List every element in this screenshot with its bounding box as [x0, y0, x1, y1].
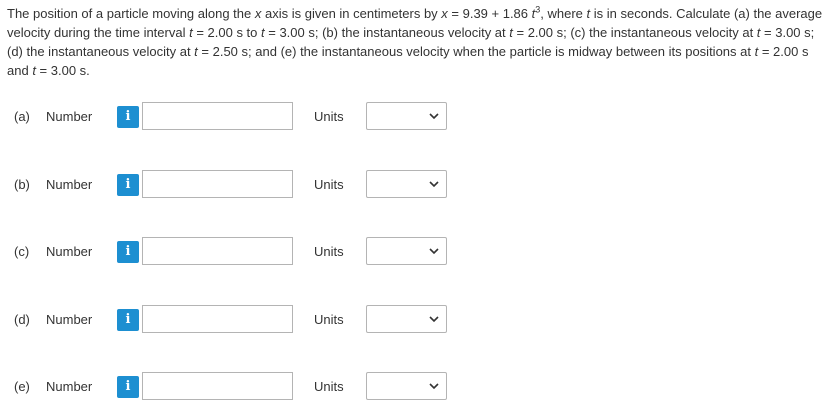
number-input-c[interactable] — [142, 237, 293, 265]
number-input-d[interactable] — [142, 305, 293, 333]
answer-row-b — [0, 169, 838, 201]
answer-row-d — [0, 304, 838, 336]
question-text: The position of a particle moving along the x axis is given in centimeters by x = 9.39 + 1.86 $t^3$, where t is in seconds. Calculate (a) the average velocity during the time interval t = 2.00 s to t = 3.00 s; (b) the instantaneous velocity at t = 2.00 s; (c) the instantaneous velocity at t = 3.00 s; (d) the instantaneous velocity at t = 2.50 s; and (e) the instantaneous velocity when the particle is midway between its positions at t = 2.00 s and t = 3.00 s. — [7, 4, 823, 78]
units-select-c[interactable] — [366, 237, 447, 265]
answer-row-a — [0, 101, 838, 133]
part-label-d: (d) — [14, 312, 30, 327]
units-label-b: Units — [314, 177, 344, 192]
number-label-a: Number — [46, 109, 93, 124]
part-label-b: (b) — [14, 177, 30, 192]
answer-row-c — [0, 236, 838, 268]
chevron-down-icon — [429, 180, 439, 188]
answer-row-e — [0, 371, 838, 403]
number-label-e: Number — [46, 379, 93, 394]
chevron-down-icon — [429, 382, 439, 390]
chevron-down-icon — [429, 112, 439, 120]
part-label-c: (c) — [14, 244, 30, 259]
number-input-e[interactable] — [142, 372, 293, 400]
units-select-d[interactable] — [366, 305, 447, 333]
chevron-down-icon — [429, 315, 439, 323]
units-label-a: Units — [314, 109, 344, 124]
units-select-a[interactable] — [366, 102, 447, 130]
number-label-b: Number — [46, 177, 93, 192]
part-label-e: (e) — [14, 379, 30, 394]
units-label-c: Units — [314, 244, 344, 259]
units-label-e: Units — [314, 379, 344, 394]
units-select-e[interactable] — [366, 372, 447, 400]
info-icon[interactable]: i — [117, 241, 139, 263]
units-select-b[interactable] — [366, 170, 447, 198]
number-label-d: Number — [46, 312, 93, 327]
info-icon[interactable]: i — [117, 376, 139, 398]
chevron-down-icon — [429, 247, 439, 255]
units-label-d: Units — [314, 312, 344, 327]
number-input-b[interactable] — [142, 170, 293, 198]
info-icon[interactable]: i — [117, 309, 139, 331]
number-input-a[interactable] — [142, 102, 293, 130]
part-label-a: (a) — [14, 109, 30, 124]
info-icon[interactable]: i — [117, 174, 139, 196]
info-icon[interactable]: i — [117, 106, 139, 128]
number-label-c: Number — [46, 244, 93, 259]
